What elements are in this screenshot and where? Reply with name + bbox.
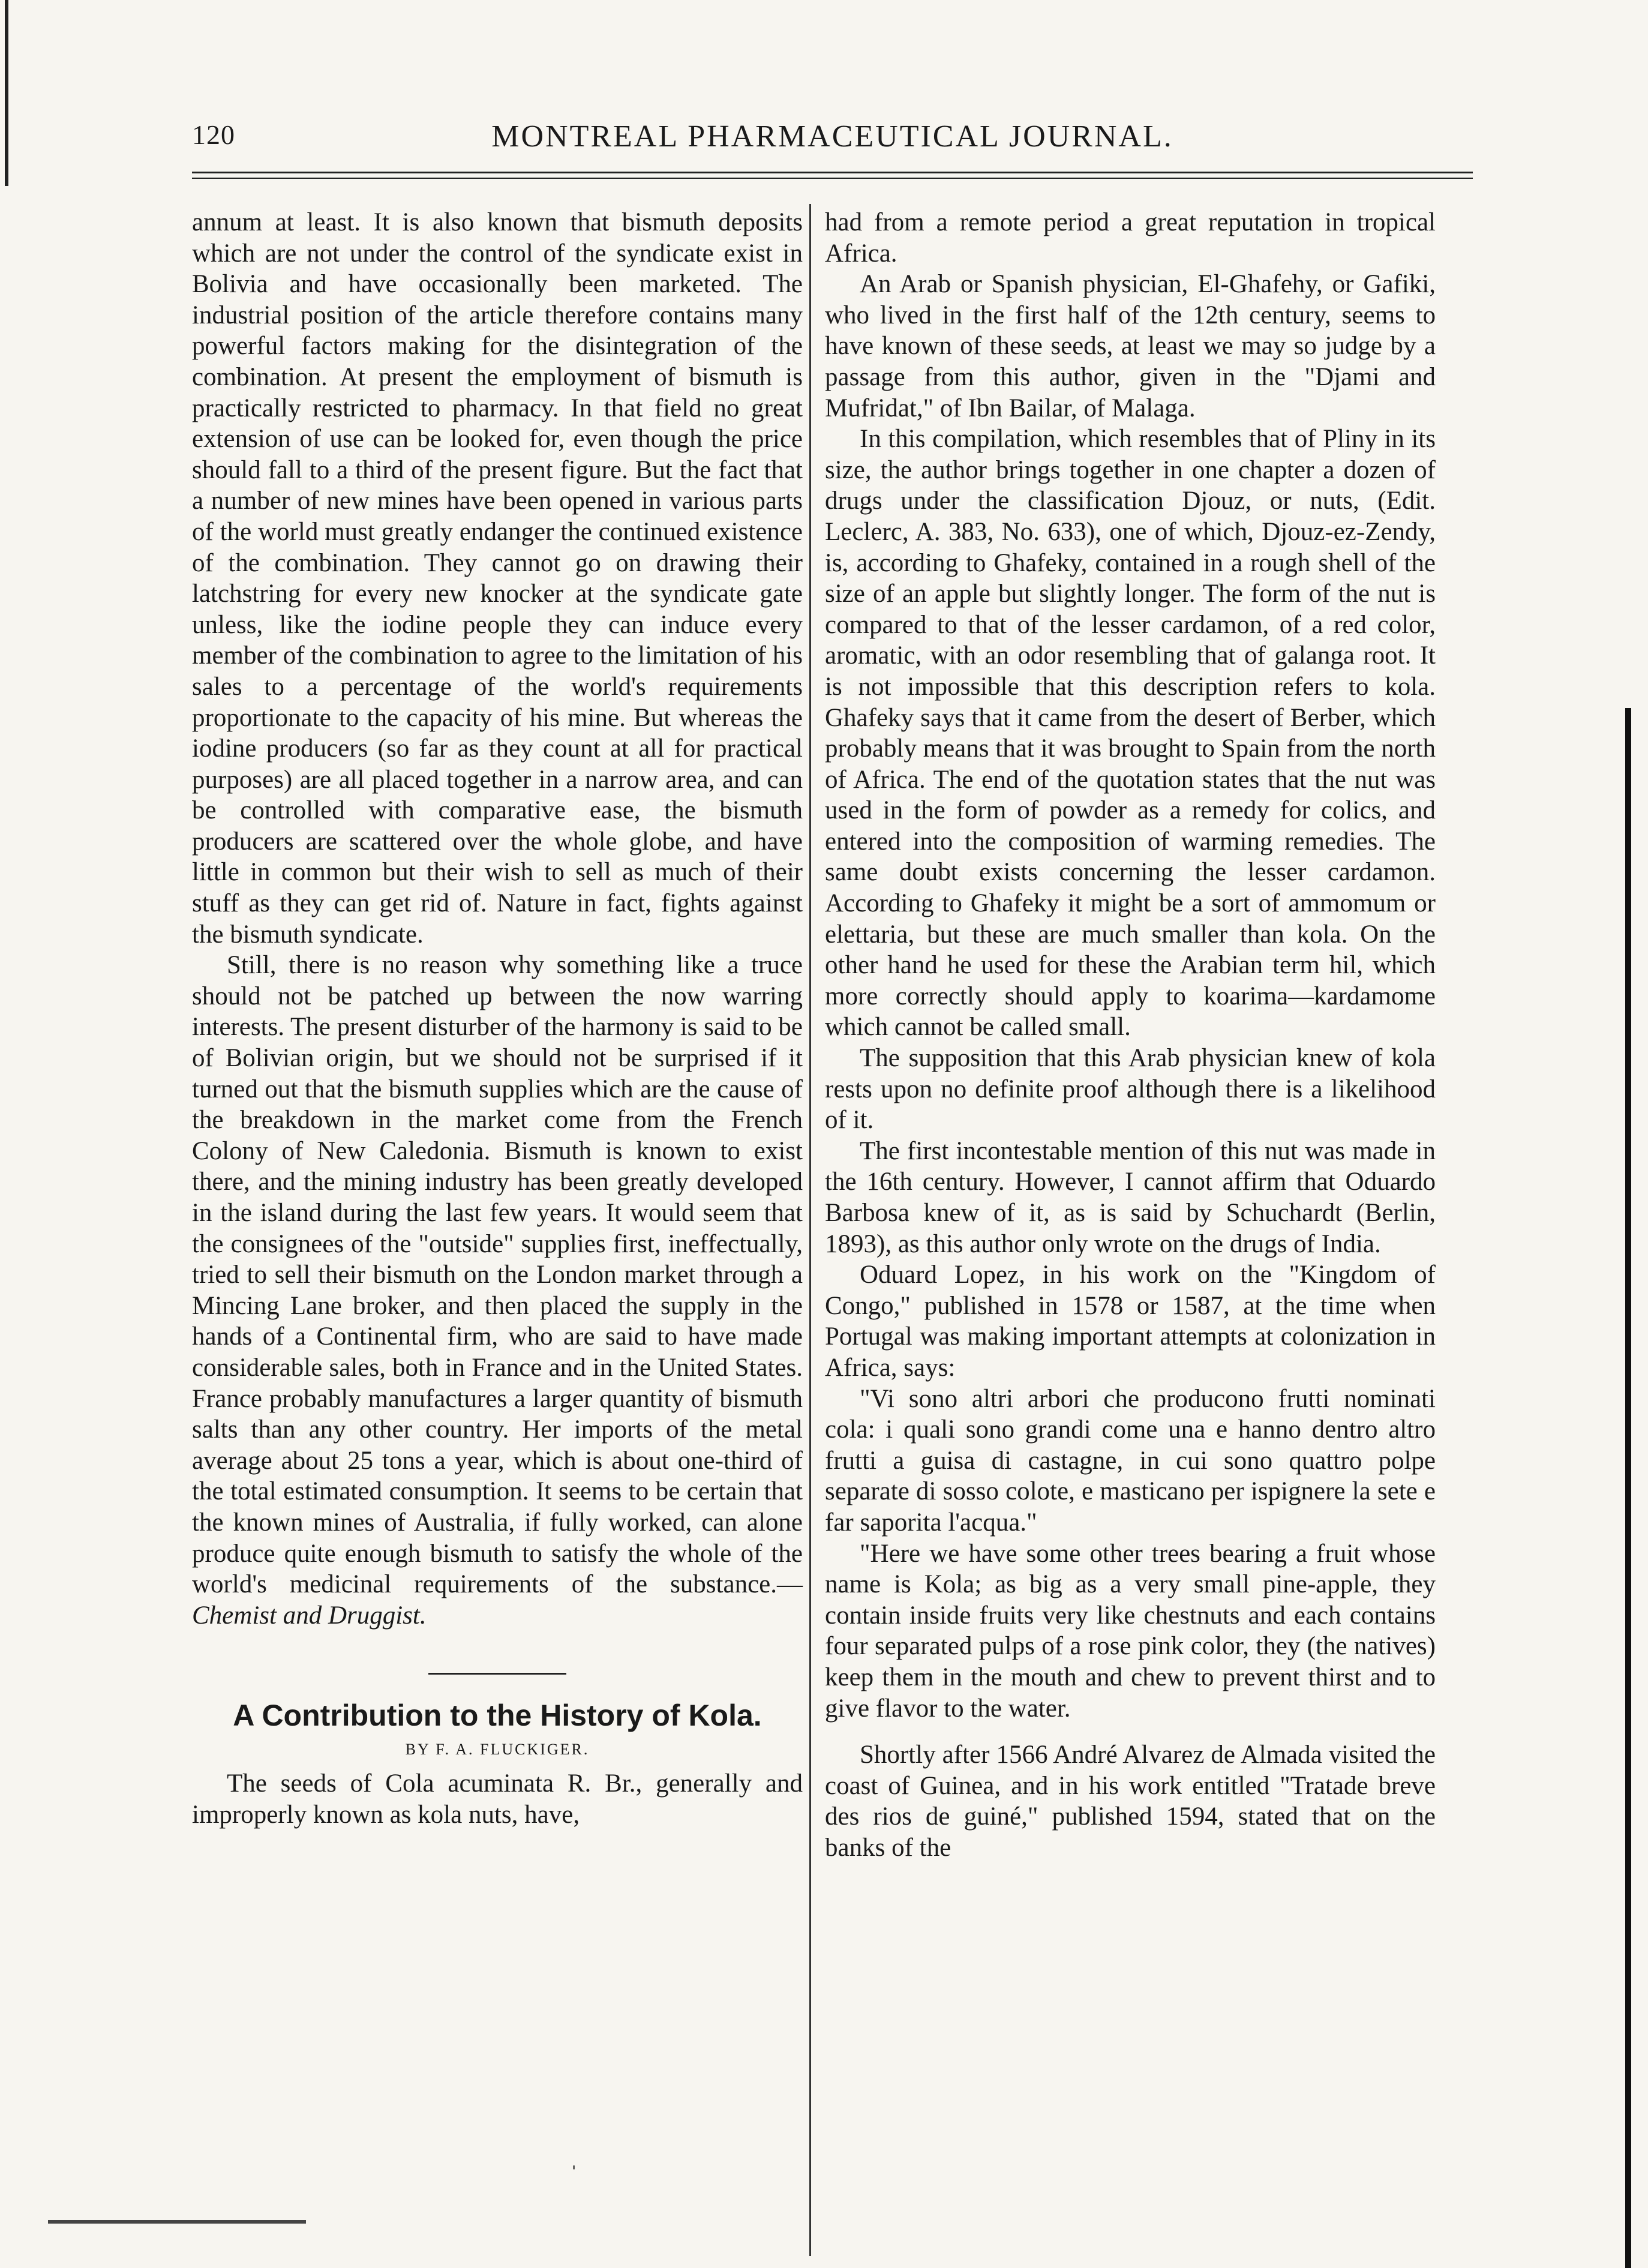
paragraph: The seeds of Cola acuminata R. Br., generally and improperly known as kola nuts, have, (192, 1769, 803, 1829)
header-rule-thin (192, 178, 1473, 179)
journal-title: MONTREAL PHARMACEUTICAL JOURNAL. (491, 119, 1173, 154)
paragraph: had from a remote period a great reputation in tropical Africa. (825, 208, 1436, 268)
scan-bottom-mark (48, 2220, 306, 2224)
source-credit: Chemist and Druggist. (192, 1601, 427, 1630)
paragraph: An Arab or Spanish physician, El-Ghafehy, or Gafiki, who lived in the first half of the 12th century, seems to have known of these seeds, at least we may so judge by a passage from this author, given in the "Djami and Mufridat," of Ibn Bailar, of Malaga. (825, 270, 1436, 422)
paragraph: The supposition that this Arab physician knew of kola rests upon no definite proof although there is a likelihood of it. (825, 1044, 1436, 1135)
column-divider (809, 204, 811, 2256)
quotation-translation: "Here we have some other trees bearing a fruit whose name is Kola; as big as a very small pine-apple, they contain inside fruits very like chestnuts and each contains four separated pulps of a rose pink color, they (the natives) keep them in the mouth and chew to prevent thirst and to give flavor to the water. (825, 1539, 1436, 1723)
page-header (192, 119, 1473, 161)
paragraph: Oduard Lopez, in his work on the "Kingdom of Congo," published in 1578 or 1587, at the time when Portugal was making important attempts at colonization in Africa, says: (825, 1261, 1436, 1382)
right-column (825, 207, 1436, 1863)
paragraph: The first incontestable mention of this nut was made in the 16th century. However, I cannot affirm that Oduardo Barbosa knew of it, as is said by Schuchardt (Berlin, 1893), as this author only wrote on the drugs of India. (825, 1136, 1436, 1258)
paragraph: In this compilation, which resembles that of Pliny in its size, the author brings together in one chapter a dozen of drugs under the classification Djouz, or nuts, (Edit. Leclerc, A. 383, No. 633), one of which, Djouz-ez-Zendy, is, according to Ghafeky, contained in a rough shell of the size of an apple but slightly longer. The form of the nut is compared to that of the lesser cardamon, of a red color, aromatic, with an odor resembling that of galanga root. It is not impossible that this description refers to kola. Ghafeky says that it came from the desert of Berber, which probably means that it was brought to Spain from the north of Africa. The end of the quotation states that the nut was used in the form of powder as a remedy for colics, and entered into the composition of warming remedies. The same doubt exists concerning the lesser cardamon. According to Ghafeky it might be a sort of ammomum or elettaria, but these are much smaller than kola. On the other hand he used for these the Arabian term hil, which more correctly should apply to koarima—kardamome which cannot be called small. (825, 425, 1436, 1042)
scan-edge-mark (5, 0, 8, 186)
paragraph (192, 950, 803, 1631)
scan-edge-shadow (1625, 708, 1631, 2268)
article-title: A Contribution to the History of Kola. (233, 1699, 762, 1733)
article-byline: BY F. A. FLUCKIGER. (405, 1741, 590, 1759)
header-rule (192, 172, 1473, 173)
paragraph: Shortly after 1566 André Alvarez de Almada visited the coast of Guinea, and in his work entitled "Tratade breve des rios de guiné," published 1594, stated that on the banks of the (825, 1741, 1436, 1862)
paragraph: annum at least. It is also known that bismuth deposits which are not under the control of the syndicate exist in Bolivia and have occasionally been marketed. The industrial position of the article therefore contains many powerful factors making for the disintegration of the combination. At present the employment of bismuth is practically restricted to pharmacy. In that field no great extension of use can be looked for, even though the price should fall to a third of the present figure. But the fact that a number of new mines have been opened in various parts of the world must greatly endanger the continued existence of the combination. They cannot go on drawing their latchstring for every new knocker at the syndicate gate unless, like the iodine people they can induce every member of the combination to agree to the limitation of his sales to a percentage of the world's requirements proportionate to the capacity of his mine. But whereas the iodine producers (so far as they count at all for practical purposes) are all placed together in a narrow area, and can be controlled with comparative ease, the bismuth producers are scattered over the whole globe, and have little in common but their wish to sell as much of their stuff as they can get rid of. Nature in fact, fights against the bismuth syndicate. (192, 208, 803, 949)
quotation-italian: "Vi sono altri arbori che producono frutti nominati cola: i quali sono grandi come una e hanno dentro altro frutti a guisa di castagne, in cui sono quattro polpe separate di sosso colote, e masticano per ispignere la sete e far saporita l'acqua." (825, 1384, 1436, 1537)
paragraph-text: Still, there is no reason why something like a truce should not be patched up between the now warring interests. The present disturber of the harmony is said to be of Bolivian origin, but we should not be surprised if it turned out that the bismuth supplies which are the cause of the breakdown in the market come from the French Colony of New Caledonia. Bismuth is known to exist there, and the mining industry has been greatly developed in the island during the last few years. It would seem that the consignees of the "outside" supplies first, ineffectually, tried to sell their bismuth on the London market through a Mincing Lane broker, and then placed the supply in the hands of a Continental firm, who are said to have made considerable sales, both in France and in the United States. France probably manufactures a larger quantity of bismuth salts than any other country. Her imports of the metal average about 25 tons a year, which is about one-third of the total estimated consumption. It seems to be certain that the known mines of Australia, if fully worked, can alone produce quite enough bismuth to satisfy the whole of the world's medicinal requirements of the substance.— (192, 951, 803, 1599)
page-number: 120 (192, 119, 235, 150)
section-rule (428, 1673, 566, 1675)
scan-speck: ˈ (570, 2161, 578, 2188)
left-column (192, 207, 803, 1831)
